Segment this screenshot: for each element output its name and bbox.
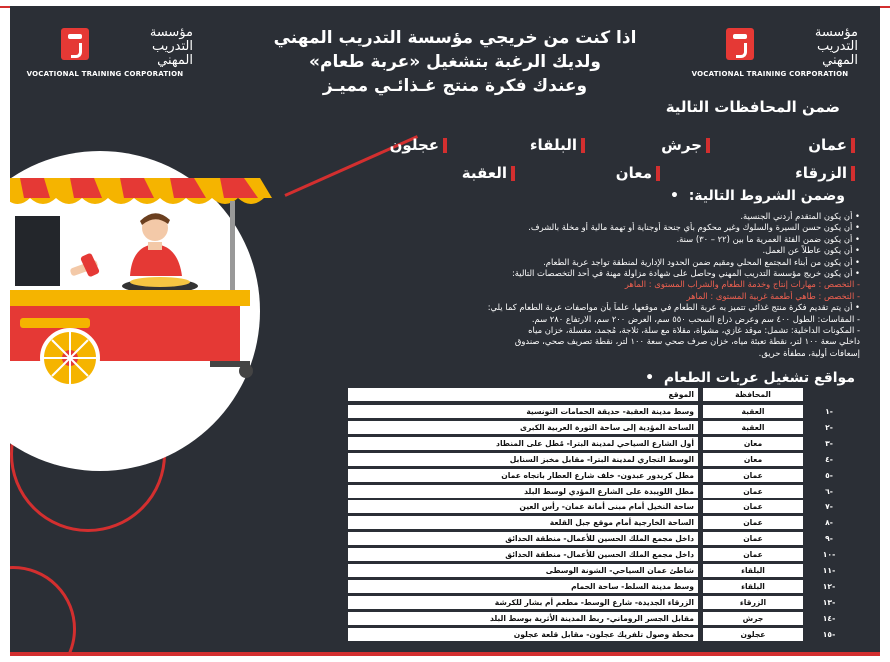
table-row [348, 453, 853, 466]
condition-item: • أن يكون حسن السيرة والسلوك وغير محكوم بأي جنحة أوجناية أو تهمة مالية أو مخلة بالشرف. [528, 222, 860, 233]
headline-line1: اذا كنت من خريجي مؤسسة التدريب المهني [273, 28, 637, 48]
cell-location: الساحة الخارجية أمام موقع جبل القلعة [348, 516, 698, 529]
cell-location: داخل مجمع الملك الحسين للأعمال- منطقة الحدائق [348, 548, 698, 561]
table-row [348, 421, 853, 434]
cell-governorate: معان [703, 453, 803, 466]
cell-location: الساحة المؤدية إلى ساحة الثورة العربية الكبرى [348, 421, 698, 434]
logo-org-line1: مؤسسة [814, 25, 858, 40]
logo-org-line1: مؤسسة [149, 25, 193, 40]
cell-number: -٤ [825, 454, 833, 464]
specialization-1: - التخصص : مهارات إنتاج وخدمة الطعام والشراب المستوى : الماهر [624, 279, 860, 290]
header-location: الموقع [348, 388, 698, 401]
cell-number: -٥ [825, 470, 833, 480]
cell-governorate: عجلون [703, 628, 803, 641]
condition-item: - المقاسات: الطول ٤٠٠ سم وعرض ذراع السحب ٥٥٠ سم، العرض ٢٠٠ سم، الارتفاع ٢٨٠ سم. [531, 313, 860, 324]
condition-item: • أن يكون خريج مؤسسة التدريب المهني وحاصل على شهادة مزاولة مهنة في أحد التخصصات التالية: [511, 268, 860, 279]
table-row [348, 612, 853, 625]
governorate-maan: معان [616, 164, 660, 182]
table-row [348, 437, 853, 450]
table-row [348, 516, 853, 529]
table-row [348, 532, 853, 545]
table-header [348, 388, 853, 401]
cell-location: وسط مدينة العقبة- حديقة الحمامات التونسية [348, 405, 698, 418]
logo-org-line2: التدريب [152, 39, 193, 54]
logo-org-line3: المهني [157, 53, 193, 68]
condition-item: • أن يتم تقديم فكرة منتج غذائي تتميز به عربة الطعام في موقعها، علماً بأن مواصفات عربة الطعام كما يلي: [487, 302, 860, 313]
vtc-logo-icon [61, 28, 89, 60]
cell-number: -٣ [825, 438, 833, 448]
condition-item: داخلي سعة ١٠٠ لتر، نقطة تعبئة مياه، خزان صرف صحي سعة ١٠٠ لتر، نقطة تصريف صحي، صندوق [514, 336, 860, 347]
headline [225, 26, 685, 98]
specialization-2: - التخصص : طاهي أطعمة غربية المستوى : الماهر [686, 290, 860, 301]
cell-location: مطل كريدور عبدون- خلف شارع العطار باتجاه عمان [348, 469, 698, 482]
cell-number: -٨ [825, 518, 833, 528]
cell-number: -١٣ [822, 597, 836, 607]
table-row [348, 548, 853, 561]
cell-governorate: عمان [703, 500, 803, 513]
cell-number: -٦ [825, 486, 833, 496]
cell-number: -١١ [822, 566, 836, 575]
cell-location: الزرقاء الجديدة- شارع الوسط- مطعم أم بشار للكرشة [348, 596, 698, 609]
cell-number: -١ [825, 407, 833, 416]
logo-left [10, 24, 205, 86]
condition-item: • أن يكون من أبناء المجتمع المحلي ومقيم ضمن الحدود الإدارية لمنطقة تواجد عربة الطعام. [543, 256, 860, 267]
cell-number: -١٥ [822, 629, 836, 639]
governorate-aqaba: العقبة [462, 164, 515, 182]
cell-governorate: عمان [703, 469, 803, 482]
cell-location: شاطئ عمان السياحي- الشونة الوسطى [348, 564, 698, 577]
table-row [348, 580, 853, 593]
governorate-ajloun: عجلون [390, 136, 447, 154]
vtc-logo-icon [726, 28, 754, 60]
cell-governorate: العقبة [703, 421, 803, 434]
cell-governorate: عمان [703, 516, 803, 529]
condition-item: • أن يكون المتقدم أردني الجنسية. [740, 211, 860, 221]
governorate-amman: عمان [808, 136, 855, 154]
condition-item: - المكونات الداخلية: تشمل: موقد غازي، مشواة، مقلاة مع سلة، ثلاجة، مُجمد، مغسلة، خزان مياه [528, 325, 860, 336]
table-row [348, 500, 853, 513]
conditions-list [285, 211, 860, 359]
sites-title: مواقع تشغيل عربات الطعام • [645, 370, 855, 386]
cell-number: -١٠ [822, 550, 836, 560]
cell-location: مطل اللويبدة على الشارع المؤدي لوسط البلد [348, 485, 698, 498]
cell-governorate: الزرقاء [703, 596, 803, 609]
cell-governorate: البلقاء [703, 564, 803, 577]
decorative-ring [10, 566, 76, 656]
cell-governorate: عمان [703, 532, 803, 545]
table-row [348, 405, 853, 418]
cell-governorate: العقبة [703, 405, 803, 418]
headline-line2: ولديك الرغبة بتشغيل «عربة طعام» [309, 52, 601, 72]
cell-governorate: البلقاء [703, 580, 803, 593]
condition-item: إسعافات أولية، مطفأة حريق. [758, 347, 860, 358]
table-row [348, 469, 853, 482]
governorate-zarqa: الزرقاء [795, 164, 855, 182]
conditions-title: وضمن الشروط التالية: • [669, 188, 845, 204]
cell-number: -٢ [825, 422, 833, 432]
logo-org-line2: التدريب [817, 39, 858, 54]
table-row [348, 596, 853, 609]
governorates-title: ضمن المحافظات التالية [665, 98, 840, 116]
cell-location: مقابل الجسر الروماني- ربط المدينة الأثرية بوسط البلد [348, 612, 698, 625]
governorate-balqa: البلقاء [530, 136, 585, 154]
table-row [348, 628, 853, 641]
cell-location: الوسط التجاري لمدينة البترا- مقابل مخبز السنابل [348, 453, 698, 466]
cell-location: ساحة النخيل أمام مبنى أمانة عمان- رأس العين [348, 500, 698, 513]
cell-location: داخل مجمع الملك الحسين للأعمال- منطقة الحدائق [348, 532, 698, 545]
cell-governorate: عمان [703, 485, 803, 498]
condition-item: • أن يكون ضمن الفئة العمرية ما بين (٢٢ – ٣٠) سنة. [676, 233, 860, 244]
table-row [348, 564, 853, 577]
cell-number: -١٢ [822, 581, 836, 591]
logo-org-line3: المهني [822, 53, 858, 68]
logo-org-en: VOCATIONAL TRAINING CORPORATION [26, 70, 184, 78]
logo-right [670, 24, 870, 86]
cell-governorate: معان [703, 437, 803, 450]
cell-number: -٩ [825, 534, 833, 544]
condition-item: • أن يكون عاطلاً عن العمل. [762, 245, 860, 256]
table-row [348, 485, 853, 498]
cell-governorate: عمان [703, 548, 803, 561]
cell-location: محطة وصول تلفريك عجلون- مقابل قلعة عجلون [348, 628, 698, 641]
cell-location: وسط مدينة السلط- ساحة الحمام [348, 580, 698, 593]
logo-org-en: VOCATIONAL TRAINING CORPORATION [691, 70, 849, 78]
cell-location: أول الشارع السياحي لمدينة البترا- مُطل على المنطاد [348, 437, 698, 450]
governorate-jerash: جرش [661, 136, 710, 154]
header-governorate: المحافظة [703, 388, 803, 401]
cell-number: -٧ [825, 502, 833, 512]
cell-governorate: جرش [703, 612, 803, 625]
headline-line3: وعندك فكرة منتج غـذائـي مميـز [322, 76, 588, 96]
poster [10, 6, 880, 656]
cell-number: -١٤ [822, 613, 836, 623]
